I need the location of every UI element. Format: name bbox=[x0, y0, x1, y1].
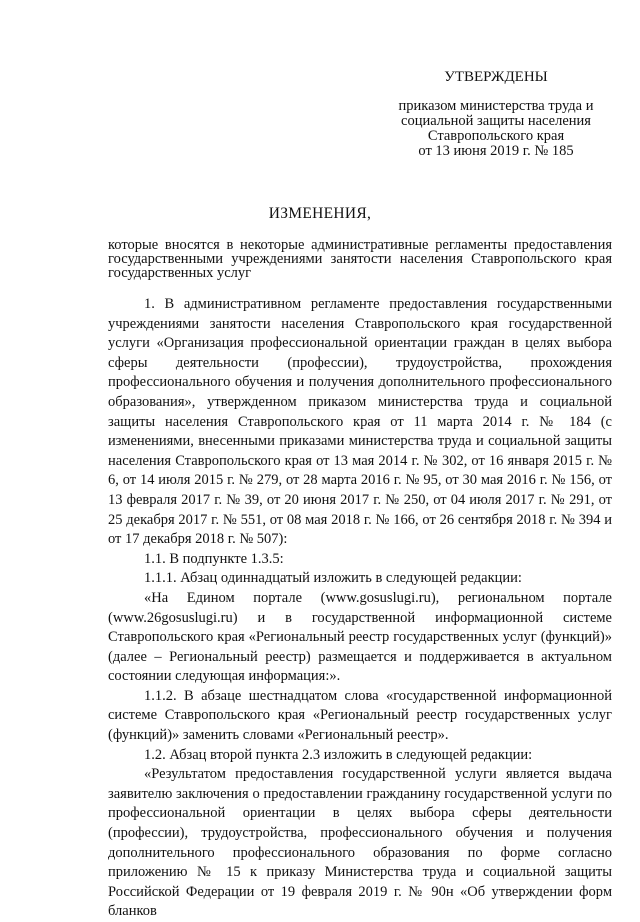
document-subtitle: которые вносятся в некоторые административные регламенты предоставления государственными учреждениями занятости населения Ставропольского края государственных услуг bbox=[108, 237, 612, 281]
body-paragraph: 1.1. В подпункте 1.3.5: bbox=[144, 550, 284, 567]
approval-line: Ставропольского края bbox=[427, 128, 565, 144]
body-paragraph: 1.1.1. Абзац одиннадцатый изложить в следующей редакции: bbox=[144, 570, 522, 587]
document-body bbox=[108, 295, 612, 922]
body-paragraph: «Результатом предоставления государственной услуги является выдача заявителю заключения о предоставлении гражданину государственной услуги по профессиональной ориентации в целях выбора сферы деятельности (профессии), трудоустройства, профессионального обучения и получения дополнительного профессионального образования по форме согласно приложению № 15 к приказу Министерства труда и социальной защиты Российской Федерации от 19 февраля 2019 г. № 90н «Об утверждении форм бланков bbox=[108, 766, 612, 920]
approval-line: от 13 июня 2019 г. № 185 bbox=[418, 143, 574, 159]
approval-line: социальной защиты населения bbox=[401, 113, 591, 129]
body-paragraph: 1. В административном регламенте предоставления государственными учреждениями занятости населения Ставропольского края государственной услуги «Организация профессиональной ориентации граждан в целях выбора сферы деятельности (профессии), трудоустройства, прохождения профессионального обучения и получения дополнительного профессионального образования», утвержденном приказом министерства труда и социальной защиты населения Ставропольского края от 11 марта 2014 г. № 184 (с изменениями, внесенными приказами министерства труда и социальной защиты населения Ставропольского края от 13 мая 2014 г. № 302, от 16 января 2015 г. № 6, от 14 июля 2015 г. № 279, от 28 марта 2016 г. № 95, от 30 мая 2016 г. № 156, от 13 февраля 2017 г. № 39, от 20 июня 2017 г. № 250, от 04 июля 2017 г. № 291, от 25 декабря 2017 г. № 551, от 08 мая 2018 г. № 166, от 26 сентября 2018 г. № 394 и от 17 декабря 2018 г. № 507): bbox=[108, 296, 612, 548]
body-paragraph: 1.1.2. В абзаце шестнадцатом слова «государственной информационной системе Ставропольского края «Региональный реестр государственных услуг (функций)» заменить словами «Региональный реестр». bbox=[108, 687, 612, 744]
document-title: ИЗМЕНЕНИЯ, bbox=[268, 205, 372, 222]
body-paragraph: «На Едином портале (www.gosuslugi.ru), региональном портале (www.26gosuslugi.ru) и в государственной информационной системе Ставропольского края «Региональный реестр государственных услуг (функций)» (далее – Региональный реестр) размещается и поддерживается в актуальном состоянии следующая информация:». bbox=[108, 589, 612, 685]
approval-line: приказом министерства труда и bbox=[398, 98, 594, 114]
body-paragraph: 1.2. Абзац второй пункта 2.3 изложить в следующей редакции: bbox=[144, 746, 533, 763]
approval-heading: УТВЕРЖДЕНЫ bbox=[444, 69, 548, 85]
approval-block bbox=[380, 70, 612, 159]
